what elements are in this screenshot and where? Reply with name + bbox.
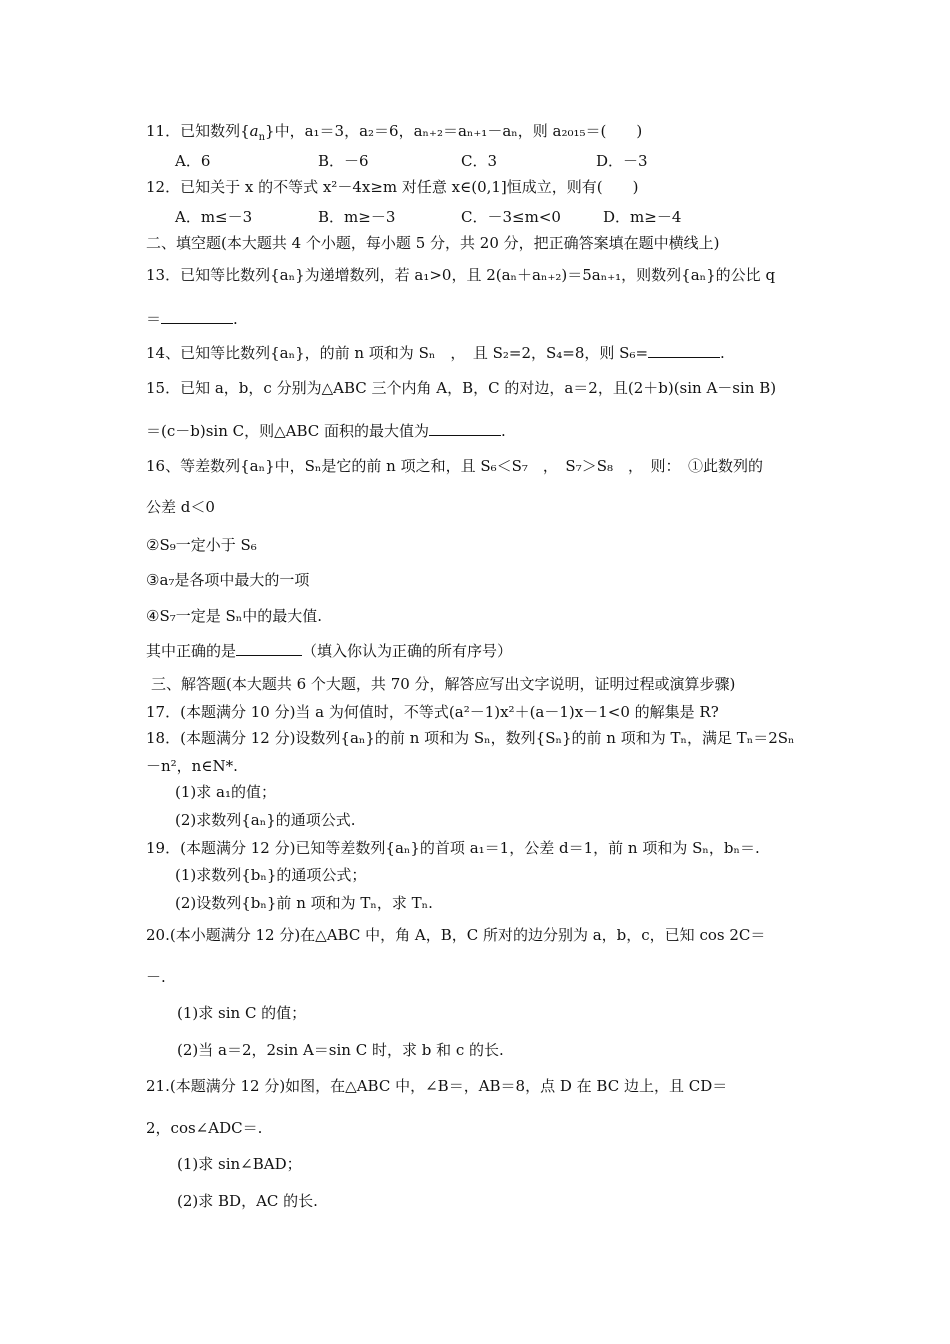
question-19-part-2: (2)设数列{bₙ}前 n 项和为 Tₙ，求 Tₙ. — [175, 894, 433, 912]
question-21-line-1: 21.(本题满分 12 分)如图，在△ABC 中，∠B＝，AB＝8，点 D 在 BC 边上，且 CD＝ — [146, 1077, 728, 1095]
question-18-part-1: (1)求 a₁的值； — [175, 783, 276, 801]
q11-var-a: a — [249, 122, 259, 140]
q11-number: 11． — [146, 122, 181, 140]
question-16-statement-2: ②S₉一定小于 S₆ — [146, 536, 257, 554]
q11-prefix: 已知数列{ — [180, 122, 250, 140]
question-16-answer-line — [146, 641, 512, 661]
question-13-line-2 — [146, 309, 238, 329]
q12-option-c: C．－3≤m<0 — [461, 208, 561, 226]
question-16-statement-3: ③a₇是各项中最大的一项 — [146, 571, 310, 589]
question-19-part-1: (1)求数列{bₙ}的通项公式； — [175, 866, 367, 884]
q14-stem: 14、已知等比数列{aₙ}，的前 n 项和为 Sₙ ， 且 S₂=2，S₄=8，则 S₆= — [146, 344, 649, 362]
q11-option-b: B．－6 — [318, 152, 369, 170]
question-17: 17．(本题满分 10 分)当 a 为何值时，不等式(a²－1)x²＋(a－1)x－1<0 的解集是 R? — [146, 703, 719, 721]
q12-option-d: D．m≥－4 — [603, 208, 682, 226]
question-15-line-2 — [146, 421, 506, 441]
section-2-heading: 二、填空题(本大题共 4 个小题，每小题 5 分，共 20 分，把正确答案填在题中横线上) — [146, 234, 720, 252]
question-14 — [146, 343, 725, 363]
question-19-line-1: 19．(本题满分 12 分)已知等差数列{aₙ}的首项 a₁＝1，公差 d＝1，前 n 项和为 Sₙ，bₙ＝. — [146, 839, 760, 857]
q11-option-a: A．6 — [175, 152, 211, 170]
section-3-heading: 三、解答题(本大题共 6 个大题，共 70 分，解答应写出文字说明，证明过程或演算步骤) — [151, 675, 736, 693]
q14-answer-blank — [648, 343, 720, 358]
question-20-line-1: 20.(本小题满分 12 分)在△ABC 中，角 A，B，C 所对的边分别为 a，b，c，已知 cos 2C＝ — [146, 926, 766, 944]
q13-answer-blank — [161, 309, 233, 324]
question-21-line-2: 2，cos∠ADC＝. — [146, 1119, 263, 1137]
q14-period: . — [720, 344, 725, 362]
q11-sub-n: n — [258, 132, 266, 143]
q12-option-b: B．m≥－3 — [318, 208, 396, 226]
q12-option-a: A．m≤－3 — [175, 208, 253, 226]
question-21-part-2: (2)求 BD，AC 的长. — [177, 1192, 318, 1210]
q15-answer-blank — [429, 421, 501, 436]
question-12-stem: 12．已知关于 x 的不等式 x²－4x≥m 对任意 x∈(0,1]恒成立，则有( ) — [146, 178, 639, 196]
question-20-line-2: －. — [146, 968, 166, 986]
q13-period: . — [233, 310, 238, 328]
q15-stem: ＝(c－b)sin C，则△ABC 面积的最大值为 — [146, 422, 430, 440]
q11-option-d: D．－3 — [596, 152, 648, 170]
question-20-part-2: (2)当 a＝2，2sin A＝sin C 时，求 b 和 c 的长. — [177, 1041, 504, 1059]
question-20-part-1: (1)求 sin C 的值； — [177, 1004, 307, 1022]
q16-answer-blank — [236, 641, 302, 656]
question-16-line-2: 公差 d＜0 — [146, 498, 215, 516]
q13-equals: ＝ — [146, 310, 162, 328]
question-16-statement-4: ④S₇一定是 Sₙ中的最大值. — [146, 607, 323, 625]
question-18-line-1: 18．(本题满分 12 分)设数列{aₙ}的前 n 项和为 Sₙ，数列{Sₙ}的前 n 项和为 Tₙ，满足 Tₙ＝2Sₙ — [146, 729, 795, 747]
q16-instruction: （填入你认为正确的所有序号） — [302, 642, 513, 660]
question-13-line-1: 13．已知等比数列{aₙ}为递增数列，若 a₁>0，且 2(aₙ＋aₙ₊₂)＝5aₙ₊₁，则数列{aₙ}的公比 q — [146, 266, 776, 284]
question-11-stem — [146, 121, 642, 148]
question-15-line-1: 15．已知 a，b，c 分别为△ABC 三个内角 A，B，C 的对边，a＝2，且(2＋b)(sin A－sin B) — [146, 379, 777, 397]
q16-prompt: 其中正确的是 — [146, 642, 237, 660]
question-16-line-1: 16、等差数列{aₙ}中，Sₙ是它的前 n 项之和，且 S₆＜S₇ ， S₇＞S₈ ， 则： ①此数列的 — [146, 457, 763, 475]
q11-condition: a₁＝3，a₂＝6，aₙ₊₂＝aₙ₊₁－aₙ，则 a₂₀₁₅＝( ) — [304, 122, 643, 140]
q15-period: . — [501, 422, 506, 440]
question-18-line-2: －n²，n∈N*. — [146, 757, 238, 775]
q11-option-c: C．3 — [461, 152, 498, 170]
question-21-part-1: (1)求 sin∠BAD； — [177, 1155, 302, 1173]
q11-mid: }中， — [265, 122, 305, 140]
question-18-part-2: (2)求数列{aₙ}的通项公式. — [175, 811, 356, 829]
